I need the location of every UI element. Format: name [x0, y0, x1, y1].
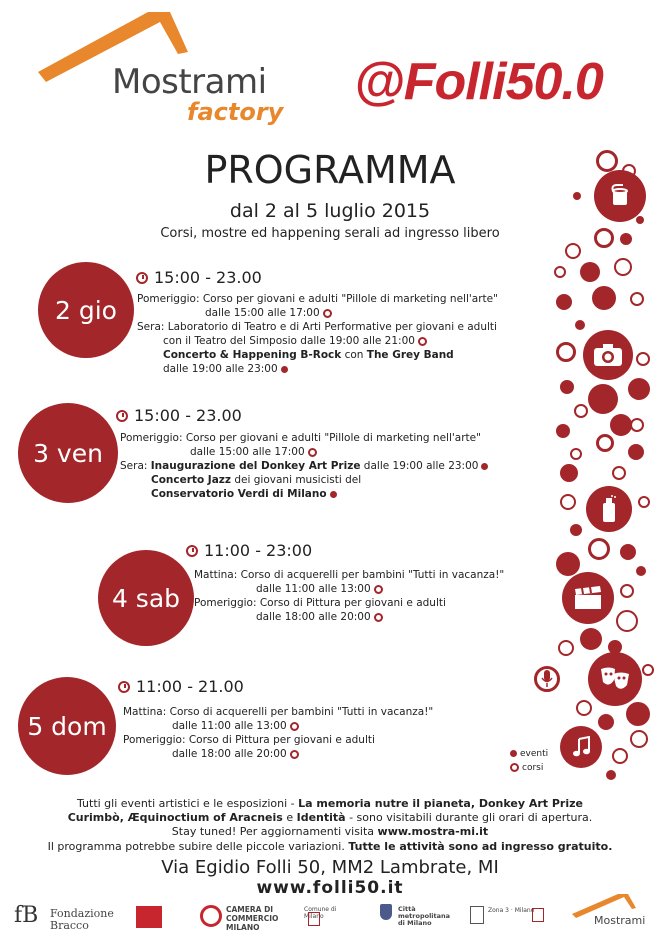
camera-commercio-logo: CAMERA DI COMMERCIO MILANO: [226, 905, 279, 932]
schedule-line: Mattina: Corso di acquerelli per bambini "Tutti in vacanza!": [194, 569, 505, 581]
legend-eventi: eventi: [510, 749, 548, 759]
schedule-line: dalle 11:00 alle 13:00: [256, 583, 383, 596]
schedule-line: Sera: Laboratorio di Teatro e di Arti Performative per giovani e adulti: [137, 321, 497, 333]
schedule-line: Concerto Jazz dei giovani musicisti del: [151, 474, 362, 486]
clock-icon: [136, 272, 148, 284]
day-time: [136, 268, 262, 287]
theater-masks-icon: [588, 652, 642, 706]
address: Via Egidio Folli 50, MM2 Lambrate, MI: [161, 857, 499, 878]
schedule-line: dalle 18:00 alle 20:00: [256, 611, 383, 624]
clock-icon: [118, 681, 130, 693]
corso-dot: [374, 613, 383, 622]
zona3-crest-icon: [470, 906, 484, 924]
day-time: [186, 541, 312, 560]
clock-icon: [186, 545, 198, 557]
red-square-logo: [136, 906, 162, 928]
footer-line-1: Tutti gli eventi artistici e le esposizioni - La memoria nutre il pianeta, Donkey Art Prize: [76, 797, 583, 810]
citta-metropolitana-crest-icon: [380, 904, 392, 920]
day-circle: 5 dom: [18, 677, 116, 775]
spray-can-icon: [586, 486, 632, 532]
schedule-line: con il Teatro del Simposio dalle 19:00 alle 21:00: [163, 335, 427, 348]
schedule-line: Pomeriggio: Corso di Pittura per giovani e adulti: [123, 734, 375, 746]
citta-metropolitana-logo: Città metropolitana di Milano: [398, 905, 451, 927]
event-logo: @Folli50.0: [354, 53, 603, 111]
clock-icon: [116, 410, 128, 422]
footer-line-4: Il programma potrebbe subire delle piccole variazioni. Tutte le attività sono ad ingresso gratuito.: [47, 840, 613, 853]
day-circle: 3 ven: [18, 403, 118, 503]
time-text: 15:00 - 23.00: [154, 268, 262, 287]
corso-dot: [290, 750, 299, 759]
camera-commercio-emblem: [200, 905, 222, 927]
fondazione-bracco-mark: fB: [14, 903, 39, 928]
dates: dal 2 al 5 luglio 2015: [229, 200, 431, 222]
fondazione-bracco-logo: Fondazione Bracco: [50, 907, 114, 932]
schedule-line: Concerto & Happening B-Rock con The Grey Band: [163, 349, 454, 361]
schedule-line: dalle 18:00 alle 20:00: [172, 748, 299, 761]
day-time: [118, 677, 244, 696]
evento-dot: [330, 491, 337, 498]
corso-dot: [323, 309, 332, 318]
paint-bucket-icon: [594, 170, 646, 222]
brand-sub: factory: [187, 98, 284, 126]
evento-dot: [281, 366, 288, 373]
clapperboard-icon: [562, 572, 614, 624]
corso-dot: [374, 585, 383, 594]
schedule-line: Pomeriggio: Corso per giovani e adulti "Pillole di marketing nell'arte": [120, 432, 481, 444]
evento-dot: [481, 463, 488, 470]
schedule-line: Sera: Inaugurazione del Donkey Art Prize dalle 19:00 alle 23:00: [120, 460, 488, 473]
mostrami-small-logo: Mostrami: [594, 914, 646, 927]
schedule-line: Pomeriggio: Corso di Pittura per giovani e adulti: [194, 597, 446, 609]
schedule-line: Conservatorio Verdi di Milano: [151, 488, 337, 501]
corso-dot: [510, 763, 519, 772]
day-circle: 2 gio: [38, 262, 134, 358]
time-text: 11:00 - 23:00: [204, 541, 313, 560]
day-time: [116, 406, 242, 425]
schedule-line: dalle 15:00 alle 17:00: [205, 307, 332, 320]
footer-line-2: Curimbò, Æquinoctium of Aracneis e Identità - sono visitabili durante gli orari di apertura.: [67, 811, 593, 824]
subtitle: Corsi, mostre ed happening serali ad ingresso libero: [160, 226, 500, 241]
time-text: 15:00 - 23.00: [134, 406, 242, 425]
microphone-icon: [534, 666, 560, 692]
schedule-line: Pomeriggio: Corso per giovani e adulti "Pillole di marketing nell'arte": [137, 293, 498, 305]
schedule-line: dalle 11:00 alle 13:00: [172, 720, 299, 733]
legend-corsi: corsi: [510, 763, 543, 773]
footer-line-3: Stay tuned! Per aggiornamenti visita www.mostra-mi.it: [171, 825, 489, 838]
schedule-line: dalle 15:00 alle 17:00: [190, 446, 317, 459]
website-link[interactable]: www.folli50.it: [256, 878, 404, 898]
music-note-icon: [560, 726, 602, 768]
zona3-logo: Zona 3 · Milano: [488, 907, 535, 914]
evento-dot: [510, 750, 517, 757]
page-title: PROGRAMMA: [204, 148, 456, 192]
time-text: 11:00 - 21.00: [136, 677, 244, 696]
corso-dot: [290, 722, 299, 731]
day-circle: 4 sab: [98, 550, 194, 646]
corso-dot: [308, 448, 317, 457]
milano-crest-icon: [308, 912, 320, 926]
schedule-line: dalle 19:00 alle 23:00: [163, 363, 288, 376]
milano-crest-small-icon: [532, 908, 544, 922]
camera-icon: [583, 330, 633, 380]
comune-milano-logo: Comune di Milano: [304, 906, 337, 920]
corso-dot: [418, 337, 427, 346]
brand-name: Mostrami: [112, 62, 267, 102]
schedule-line: Mattina: Corso di acquerelli per bambini "Tutti in vacanza!": [123, 706, 434, 718]
